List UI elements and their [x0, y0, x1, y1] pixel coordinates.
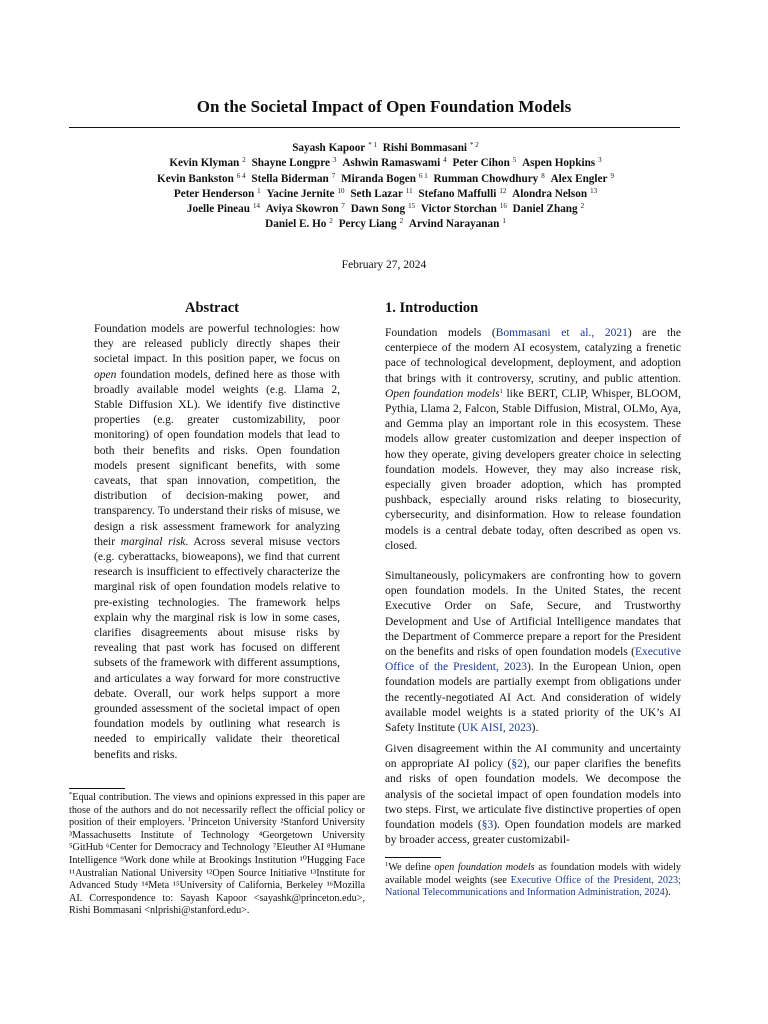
author	[338, 173, 428, 185]
author-affiliation: 2	[242, 156, 246, 165]
author-affiliation: 3	[333, 156, 337, 165]
author-name: Stella Biderman	[251, 172, 329, 185]
intro-paragraph-1	[385, 326, 681, 554]
footnote-marker-1[interactable]: 1	[499, 387, 503, 395]
fn1-text-a: We define	[388, 862, 435, 873]
author-name: Arvind Narayanan	[408, 218, 500, 231]
author	[249, 157, 337, 169]
fn1-citations[interactable]: Executive Office of the President, 2023; National Telecommunications and Information Administration, 2024	[385, 874, 681, 899]
section-link-2[interactable]: §2	[511, 758, 523, 771]
author-affiliation: * 2	[470, 141, 479, 150]
author-list	[0, 141, 768, 233]
author-name: Aspen Hopkins	[522, 157, 596, 170]
author-affiliation: 6 4	[236, 171, 246, 180]
author-affiliation: 2	[329, 217, 333, 226]
author	[519, 157, 602, 169]
author	[184, 203, 260, 215]
title-rule	[69, 127, 680, 128]
author	[248, 173, 335, 185]
author-affiliation: 6 1	[418, 171, 428, 180]
author	[418, 203, 507, 215]
footnote-rule-left	[69, 788, 125, 789]
p3-text-c: ). Open foundation models are marked by broader access, greater customizabil-	[385, 819, 681, 847]
author-affiliation: 2	[580, 202, 585, 211]
p1-text-c: like BERT, CLIP, Whisper, BLOOM, Pythia, Llama 2, Falcon, Stable Diffusion, Mistral, OLMo, Aya, and Gemma play an important role in this ecosystem. These models allow greater customization and deeper inspection of how they operate, giving developers greater choice in selecting foundation models. However, they may also increase risk, especially given broader adoption, which has prompted pushback, especially around risks relating to biosecurity, cybersecurity, and disinformation. How to release foundation models is a central debate today, often described as open vs. closed.	[385, 387, 681, 552]
footnote-affiliations	[69, 792, 365, 918]
author-name: Alondra Nelson	[512, 187, 588, 200]
author	[154, 173, 246, 185]
author-affiliation: 13	[590, 187, 598, 196]
author-affiliation: 1	[257, 187, 261, 196]
author-name: Yacine Jernite	[266, 187, 335, 200]
author-name: Victor Storchan	[420, 203, 497, 216]
author-affiliation: 4	[443, 156, 447, 165]
author-affiliation: 7	[341, 202, 345, 211]
author-affiliation: 15	[408, 202, 416, 211]
author-affiliation: 12	[499, 187, 507, 196]
section-link-3[interactable]: §3	[481, 819, 494, 832]
author	[431, 173, 545, 185]
p1-text-a: Foundation models (	[385, 327, 496, 339]
author-name: Ashwin Ramaswami	[342, 157, 441, 170]
author-row	[0, 141, 768, 156]
author-name: Stefano Maffulli	[418, 187, 497, 200]
author-affiliation: 16	[499, 202, 507, 211]
p3-text-b: ), our paper clarifies the benefits and risks of open foundation models. We decompose the analysis of the societal impact of open foundation models into two steps. First, we articulate five distinctive properties of open foundation models (	[385, 758, 682, 832]
author-affiliation: 10	[337, 187, 345, 196]
fn1-text-c: ).	[664, 887, 671, 899]
author-name: Rumman Chowdhury	[433, 172, 539, 185]
author-affiliation: 11	[405, 187, 413, 196]
author-affiliation: 14	[252, 202, 260, 211]
author	[548, 173, 614, 185]
publication-date: February 27, 2024	[341, 259, 427, 271]
author	[171, 188, 261, 200]
author	[166, 157, 245, 169]
author-affiliation: 5	[512, 156, 517, 165]
author-affiliation: 9	[610, 171, 614, 180]
author	[415, 188, 506, 200]
author-affiliation: 1	[502, 217, 506, 226]
author-name: Daniel E. Ho	[265, 218, 327, 231]
author	[348, 203, 415, 215]
footnote-affiliation-list: Princeton University ²Stanford University ³Massachusetts Institute of Technology ⁴Georgetown University ⁵GitHub ⁶Center for Democracy and Technology ⁷Eleuther AI ⁸Humane Intelligence ⁹Work done while at Brookings Institution ¹⁰Hugging Face ¹¹Australian National University ¹²Open Source Initiative ¹³Institute for Advanced Study ¹⁴Meta ¹⁵University of California, Berkeley ¹⁶Mozilla AI. Correspondence to: Sayash Kapoor <sayashk@princeton.edu>, Rishi Bommasani <nlprishi@stanford.edu>.	[69, 817, 365, 917]
author-name: Alex Engler	[550, 172, 608, 185]
fn1-emphasis: open foundation models	[434, 862, 535, 873]
author-name: Miranda Bogen	[341, 172, 416, 185]
author	[406, 218, 506, 230]
citation-bommasani-2021[interactable]: Bommasani et al., 2021	[495, 327, 628, 339]
p2-text-a: Simultaneously, policymakers are confronting how to govern open foundation models. In the United States, the recent Executive Order on Safe, Secure, and Trustworthy Development and Use of Artificial Intelligence mandates that the Department of Commerce prepare a report for the President on the benefits and risks of open foundation models (	[385, 570, 681, 659]
author	[450, 157, 517, 169]
author-name: Aviya Skowron	[265, 203, 339, 216]
author-name: Shayne Longpre	[251, 157, 331, 170]
abstract-heading: Abstract	[185, 300, 239, 316]
author-name: Seth Lazar	[350, 187, 403, 200]
author-name: Kevin Bankston	[157, 172, 234, 185]
author	[263, 188, 344, 200]
p1-text-b: ) are the centerpiece of the modern AI ecosystem, catalyzing a frenetic pace of technological development, deployment, and adoption that brings with it controversy, scrutiny, and public attention.	[385, 327, 681, 385]
abstract-emphasis-marginal-risk: marginal risk	[120, 535, 186, 548]
abstract-text-2: foundation models, defined here as those with broadly available model weights (e.g. Llama 2, Stable Diffusion XL). We identify five distinctive properties (e.g. greater customizability, poor monitoring) of open foundation models that lead to both their benefits and risks. Open foundation models present significant benefits, with some caveats, that span innovation, competition, the distribution of decision-making power, and transparency. To understand their risks of misuse, we design a risk assessment framework for analyzing their	[94, 368, 340, 548]
p2-text-b: ). In the European Union, open foundation models are partially exempt from obligations under the recently-negotiated AI Act. And consideration of widely available model weights is a stated priority of the UK’s AI Safety Institute (	[385, 661, 681, 735]
paper-title: On the Societal Impact of Open Foundation Models	[196, 97, 572, 116]
author-row	[0, 217, 768, 232]
abstract-body	[94, 322, 340, 763]
author-affiliation: 3	[598, 156, 602, 165]
author	[509, 188, 597, 200]
intro-paragraph-3	[385, 742, 681, 848]
p3-text-a: Given disagreement within the AI community and uncertainty on appropriate AI policy (	[385, 743, 681, 771]
author-affiliation: 8	[541, 171, 545, 180]
abstract-emphasis-open: open	[94, 368, 117, 381]
author	[510, 203, 584, 215]
author-row	[0, 156, 768, 171]
author-name: Peter Henderson	[173, 187, 255, 200]
footnote-rule-right	[385, 857, 441, 858]
section-heading-introduction: 1. Introduction	[385, 300, 479, 316]
fn1-text-b: as foundation models with widely available model weights (see	[385, 862, 681, 886]
author-name: Peter Cihon	[452, 157, 510, 170]
author	[336, 218, 403, 230]
footnote-1	[385, 862, 681, 900]
author-name: Sayash Kapoor	[292, 142, 366, 154]
author-row	[0, 187, 768, 202]
footnote-equal-contribution: Equal contribution. The views and opinions expressed in this paper are those of the authors and do not necessarily reflect the official policy or position of their employers.	[69, 792, 365, 829]
author-name: Percy Liang	[338, 218, 397, 231]
author	[380, 142, 479, 154]
footnote-aff-marker: 1	[188, 816, 192, 824]
author	[263, 203, 345, 215]
author-affiliation: 2	[399, 217, 404, 226]
author-row	[0, 172, 768, 187]
abstract-text-1: Foundation models are powerful technologies: how they are released publicly directly shapes their societal impact. In this position paper, we focus on	[94, 323, 340, 366]
author-name: Kevin Klyman	[169, 157, 240, 170]
footnote-1-marker: 1	[385, 861, 389, 869]
author-row	[0, 202, 768, 217]
author-name: Rishi Bommasani	[382, 142, 468, 154]
footnote-star: *	[69, 791, 73, 799]
citation-uk-aisi-2023[interactable]: UK AISI, 2023	[461, 722, 532, 735]
abstract-text-3: . Across several misuse vectors (e.g. cyberattacks, bioweapons), we find that current research is insufficient to effectively characterize the marginal risk of open foundation models relative to pre-existing technologies. The framework helps explain why the marginal risk is low in some cases, clarifies disagreements about misuse risks by revealing that past work has focused on different subsets of the framework with different assumptions, and articulates a way forward for more constructive debate. Overall, our work helps support a more grounded assessment of the societal impact of open foundation models by outlining what research is needed to empirically validate their theoretical benefits and risks.	[94, 535, 340, 761]
author-affiliation: 7	[331, 171, 336, 180]
p2-text-c: ).	[531, 722, 539, 735]
author	[347, 188, 412, 200]
author	[262, 218, 333, 230]
author	[289, 142, 377, 154]
author-affiliation: * 1	[368, 141, 377, 150]
p1-emphasis: Open foundation models	[385, 387, 500, 400]
author-name: Joelle Pineau	[186, 203, 250, 216]
author-name: Daniel Zhang	[512, 203, 578, 216]
citation-executive-office-2023[interactable]: Executive Office of the President, 2023	[385, 646, 681, 674]
author-name: Dawn Song	[350, 203, 406, 216]
intro-paragraph-2	[385, 569, 681, 736]
author	[339, 157, 446, 169]
